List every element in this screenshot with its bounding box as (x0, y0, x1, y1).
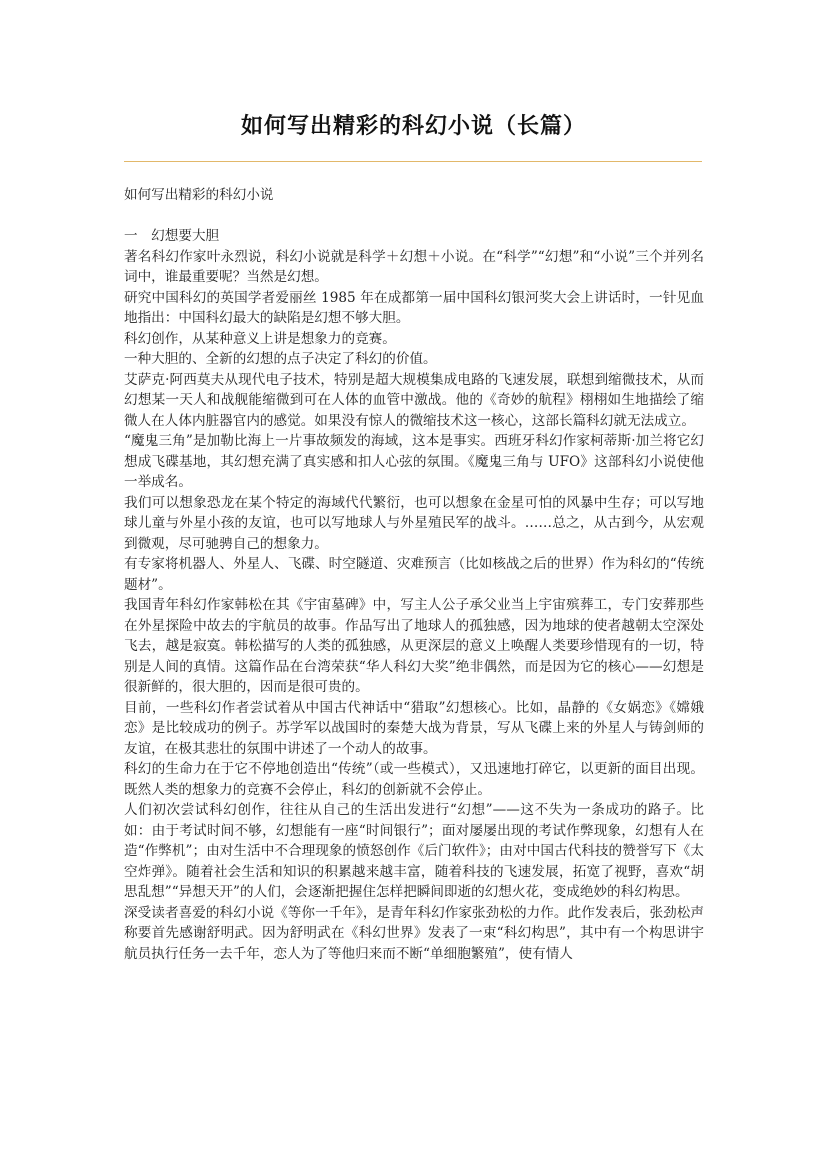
paragraph: 著名科幻作家叶永烈说，科幻小说就是科学＋幻想＋小说。在“科学”“幻想”和“小说”三个并列名词中，谁最重要呢？当然是幻想。 (124, 248, 704, 285)
paragraph: 目前，一些科幻作者尝试着从中国古代神话中“猎取”幻想核心。比如，晶静的《女娲恋》《嫦娥恋》是比较成功的例子。苏学军以战国时的秦楚大战为背景，写从飞碟上来的外星人与铸剑师的友谊，在极其悲壮的氛围中讲述了一个动人的故事。 (124, 699, 704, 757)
paragraph: 一种大胆的、全新的幻想的点子决定了科幻的价值。 (124, 351, 437, 367)
section-heading: 一 幻想要大胆 (124, 228, 220, 244)
paragraph: 我们可以想象恐龙在某个特定的海域代代繁衍，也可以想象在金星可怕的风暴中生存；可以写地球儿童与外星小孩的友谊，也可以写地球人与外星殖民军的战斗。……总之，从古到今，从宏观到微观，尽可驰骋自己的想象力。 (124, 494, 704, 552)
paragraph: 人们初次尝试科幻创作，往往从自己的生活出发进行“幻想”——这不失为一条成功的路子。比如：由于考试时间不够，幻想能有一座“时间银行”；面对屡屡出现的考试作弊现象，幻想有人在造“作弊机”；由对生活中不合理现象的愤怒创作《后门软件》；由对中国古代科技的赞誉写下《太空炸弹》。随着社会生活和知识的积累越来越丰富，随着科技的飞速发展，拓宽了视野，喜欢“胡思乱想”“异想天开”的人们，会逐渐把握住怎样把瞬间即逝的幻想火花，变成绝妙的科幻构思。 (124, 802, 704, 900)
paragraph: 科幻的生命力在于它不停地创造出“传统”（或一些模式），又迅速地打碎它，以更新的面目出现。既然人类的想象力的竞赛不会停止，科幻的创新就不会停止。 (124, 761, 704, 798)
paragraph: 研究中国科幻的英国学者爱丽丝 1985 年在成都第一届中国科幻银河奖大会上讲话时，一针见血地指出：中国科幻最大的缺陷是幻想不够大胆。 (124, 289, 704, 326)
paragraph: 有专家将机器人、外星人、飞碟、时空隧道、灾难预言（比如核战之后的世界）作为科幻的“传统题材”。 (124, 556, 704, 593)
paragraph: “魔鬼三角”是加勒比海上一片事故频发的海域，这本是事实。西班牙科幻作家柯蒂斯·加兰将它幻想成飞碟基地，其幻想充满了真实感和扣人心弦的氛围。《魔鬼三角与 UFO》这部科幻小说使他一举成名。 (124, 433, 704, 490)
page-title: 如何写出精彩的科幻小说（长篇） (240, 114, 586, 139)
paragraph: 艾萨克·阿西莫夫从现代电子技术，特别是超大规模集成电路的飞速发展，联想到缩微技术，从而幻想某一天人和战舰能缩微到可在人体的血管中激战。他的《奇妙的航程》栩栩如生地描绘了缩微人在人体内脏器官内的感觉。如果没有惊人的微缩技术这一核心，这部长篇科幻就无法成立。 (124, 371, 704, 429)
document-subtitle: 如何写出精彩的科幻小说 (124, 187, 274, 203)
paragraph: 科幻创作，从某种意义上讲是想象力的竞赛。 (124, 330, 396, 347)
paragraph-list (124, 247, 704, 965)
title-divider (124, 161, 702, 162)
paragraph: 深受读者喜爱的科幻小说《等你一千年》，是青年科幻作家张劲松的力作。此作发表后，张劲松声称要首先感谢舒明武。因为舒明武在《科幻世界》发表了一束“科幻构思”，其中有一个构思讲宇航员执行任务一去千年，恋人为了等他归来而不断“单细胞繁殖”，使有情人 (124, 904, 704, 962)
paragraph: 我国青年科幻作家韩松在其《宇宙墓碑》中，写主人公子承父业当上宇宙殡葬工，专门安葬那些在外星探险中故去的宇航员的故事。作品写出了地球人的孤独感，因为地球的使者越朝太空深处飞去，越是寂寞。韩松描写的人类的孤独感，从更深层的意义上唤醒人类要珍惜现有的一切，特别是人间的真情。这篇作品在台湾荣获“华人科幻大奖”绝非偶然，而是因为它的核心——幻想是很新鲜的，很大胆的，因而是很可贵的。 (124, 597, 704, 695)
document-body (124, 185, 704, 964)
